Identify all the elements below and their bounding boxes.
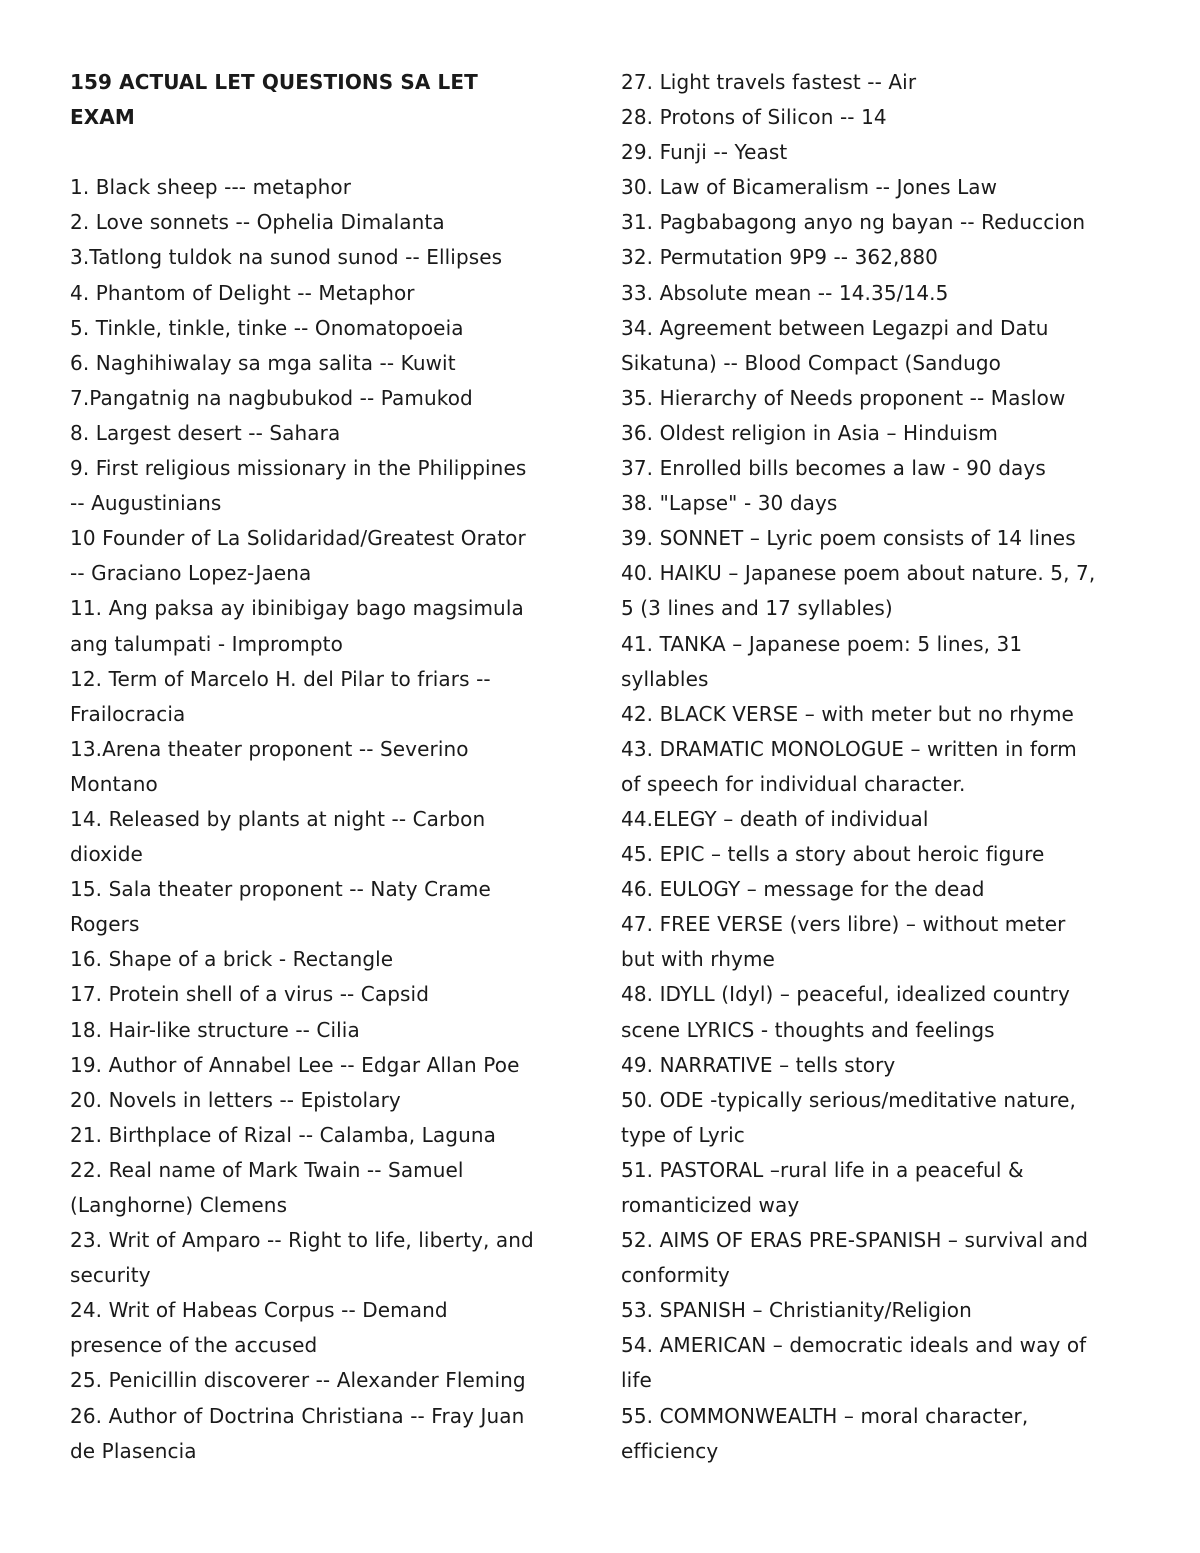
right-question-line: 55. COMMONWEALTH – moral character, — [621, 1403, 1029, 1428]
left-question-line: -- Augustinians — [70, 491, 222, 516]
left-question-line: 17. Protein shell of a virus -- Capsid — [70, 982, 429, 1007]
right-question-line: 29. Funji -- Yeast — [621, 140, 788, 165]
right-question-line: 36. Oldest religion in Asia – Hinduism — [621, 420, 998, 445]
left-question-line: 18. Hair-like structure -- Cilia — [70, 1017, 360, 1042]
left-question-line: 11. Ang paksa ay ibinibigay bago magsimula — [70, 596, 524, 621]
document-title-line-1: 159 ACTUAL LET QUESTIONS SA LET — [70, 70, 478, 94]
left-question-line: Montano — [70, 771, 158, 796]
left-question-line: 12. Term of Marcelo H. del Pilar to friars -- — [70, 666, 491, 691]
left-question-line: 21. Birthplace of Rizal -- Calamba, Laguna — [70, 1122, 496, 1147]
right-question-line: 31. Pagbabagong anyo ng bayan -- Reduccion — [621, 210, 1086, 235]
left-question-line: 23. Writ of Amparo -- Right to life, liberty, and — [70, 1228, 534, 1253]
right-question-line: 33. Absolute mean -- 14.35/14.5 — [621, 280, 949, 305]
right-question-line: 35. Hierarchy of Needs proponent -- Maslow — [621, 385, 1066, 410]
right-column — [621, 65, 1161, 1469]
left-column — [70, 65, 590, 1469]
right-question-line: 34. Agreement between Legazpi and Datu — [621, 315, 1049, 340]
right-question-line: 53. SPANISH – Christianity/Religion — [621, 1298, 972, 1323]
left-question-line: 16. Shape of a brick - Rectangle — [70, 947, 394, 972]
left-question-line: 3.Tatlong tuldok na sunod sunod -- Ellipses — [70, 245, 503, 270]
left-question-line: 8. Largest desert -- Sahara — [70, 420, 341, 445]
right-question-line: 37. Enrolled bills becomes a law - 90 days — [621, 456, 1046, 481]
left-question-line: Rogers — [70, 912, 140, 937]
left-question-line: 15. Sala theater proponent -- Naty Crame — [70, 877, 491, 902]
right-question-line: efficiency — [621, 1438, 719, 1463]
right-question-line: 45. EPIC – tells a story about heroic figure — [621, 842, 1045, 867]
left-question-line: security — [70, 1263, 151, 1288]
left-question-line: 14. Released by plants at night -- Carbon — [70, 806, 486, 831]
right-question-line: 43. DRAMATIC MONOLOGUE – written in form — [621, 736, 1077, 761]
left-question-line: 10 Founder of La Solidaridad/Greatest Orator — [70, 526, 526, 551]
left-question-line: (Langhorne) Clemens — [70, 1193, 288, 1217]
right-question-line: 47. FREE VERSE (vers libre) – without meter — [621, 912, 1066, 937]
right-question-line: Sikatuna) -- Blood Compact (Sandugo — [621, 350, 1002, 375]
left-question-line: 9. First religious missionary in the Philippines — [70, 456, 527, 481]
left-question-line: 6. Naghihiwalay sa mga salita -- Kuwit — [70, 350, 456, 375]
right-question-line: 41. TANKA – Japanese poem: 5 lines, 31 — [621, 631, 1023, 656]
right-question-line: 5 (3 lines and 17 syllables) — [621, 596, 893, 621]
left-question-line: presence of the accused — [70, 1333, 318, 1358]
right-question-line: 44.ELEGY – death of individual — [621, 806, 929, 831]
right-question-line: 52. AIMS OF ERAS PRE-SPANISH – survival and — [621, 1228, 1089, 1253]
right-question-line: 40. HAIKU – Japanese poem about nature. 5, 7, — [621, 561, 1096, 586]
right-question-line: syllables — [621, 666, 709, 691]
right-question-line: 28. Protons of Silicon -- 14 — [621, 105, 887, 130]
left-question-line: 26. Author of Doctrina Christiana -- Fray Juan — [70, 1403, 525, 1428]
right-question-line: romanticized way — [621, 1193, 800, 1217]
right-question-line: of speech for individual character. — [621, 771, 966, 796]
left-question-line: dioxide — [70, 842, 143, 867]
left-question-line: Frailocracia — [70, 701, 186, 726]
right-question-line: 54. AMERICAN – democratic ideals and way of — [621, 1333, 1087, 1358]
right-question-line: 32. Permutation 9P9 -- 362,880 — [621, 245, 938, 270]
right-question-line: 39. SONNET – Lyric poem consists of 14 lines — [621, 526, 1076, 551]
right-question-line: 38. "Lapse" - 30 days — [621, 491, 838, 516]
left-question-line: 2. Love sonnets -- Ophelia Dimalanta — [70, 210, 445, 235]
right-question-line: but with rhyme — [621, 947, 775, 972]
right-question-line: 27. Light travels fastest -- Air — [621, 70, 917, 94]
right-question-line: 50. ODE -typically serious/meditative nature, — [621, 1087, 1077, 1112]
left-question-line: 5. Tinkle, tinkle, tinke -- Onomatopoeia — [70, 315, 464, 340]
right-question-line: 49. NARRATIVE – tells story — [621, 1052, 896, 1077]
right-question-line: type of Lyric — [621, 1122, 745, 1147]
left-question-line: 22. Real name of Mark Twain -- Samuel — [70, 1157, 464, 1182]
left-question-list — [70, 170, 590, 1468]
right-question-list — [621, 65, 1161, 1469]
right-question-line: 30. Law of Bicameralism -- Jones Law — [621, 175, 998, 200]
title-spacer — [70, 135, 590, 170]
right-question-line: 48. IDYLL (Idyl) – peaceful, idealized country — [621, 982, 1070, 1007]
right-question-line: 51. PASTORAL –rural life in a peaceful & — [621, 1157, 1024, 1182]
left-question-line: 25. Penicillin discoverer -- Alexander Fleming — [70, 1368, 526, 1393]
left-question-line: 7.Pangatnig na nagbubukod -- Pamukod — [70, 385, 473, 410]
left-question-line: de Plasencia — [70, 1438, 197, 1463]
document-title-line-2: EXAM — [70, 105, 135, 130]
left-question-line: 24. Writ of Habeas Corpus -- Demand — [70, 1298, 448, 1323]
right-question-line: 42. BLACK VERSE – with meter but no rhyme — [621, 701, 1074, 726]
left-question-line: ang talumpati - Impromptо — [70, 631, 343, 656]
left-question-line: 4. Phantom of Delight -- Metaphor — [70, 280, 415, 305]
right-question-line: life — [621, 1368, 652, 1393]
right-question-line: conformity — [621, 1263, 730, 1288]
left-question-line: 20. Novels in letters -- Epistolary — [70, 1087, 401, 1112]
left-question-line: 1. Black sheep --- metaphor — [70, 175, 352, 200]
right-question-line: scene LYRICS - thoughts and feelings — [621, 1017, 995, 1042]
right-question-line: 46. EULOGY – message for the dead — [621, 877, 985, 902]
left-question-line: 13.Arena theater proponent -- Severino — [70, 736, 469, 761]
left-question-line: 19. Author of Annabel Lee -- Edgar Allan Poe — [70, 1052, 520, 1077]
left-question-line: -- Graciano Lopez-Jaena — [70, 561, 312, 586]
